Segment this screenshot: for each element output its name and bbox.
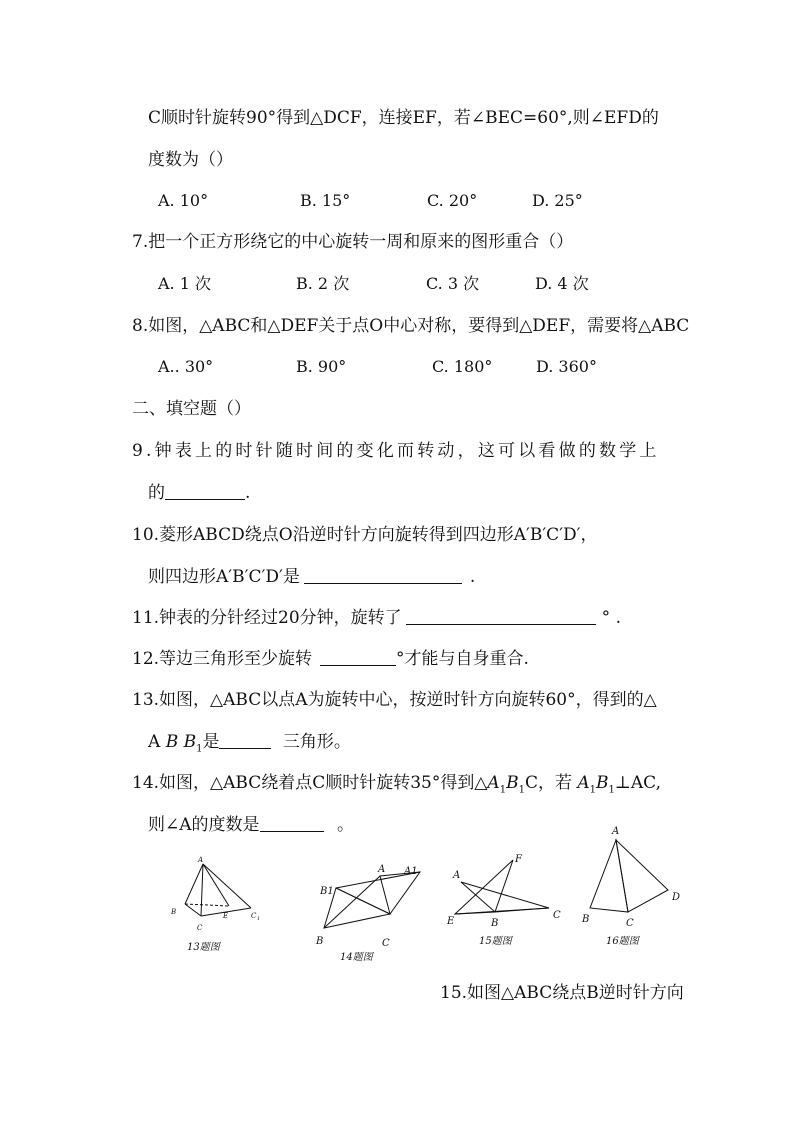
q14-b1: B <box>506 773 519 793</box>
q6-option-b: B. 15° <box>300 191 351 210</box>
fig15-label-f: F <box>515 854 522 865</box>
q9-line2-pre: 的 <box>148 483 165 503</box>
fig15-label-a: A <box>453 870 461 881</box>
q10-line2-pre: 则四边形A′B′C′D′是 <box>148 567 300 587</box>
q9-line2-post: . <box>245 483 251 503</box>
q7-option-b: B. 2 次 <box>296 274 350 293</box>
q7-option-c: C. 3 次 <box>426 274 480 293</box>
q14-post: ⊥AC, <box>614 773 661 793</box>
q13-line2-sub: 1 <box>196 743 203 755</box>
q10-line2-post: . <box>469 567 476 587</box>
q13-line2-a: A <box>148 732 161 752</box>
fig13-line-bc <box>185 904 201 916</box>
fig13-caption: 13题图 <box>187 942 220 953</box>
q14-line2-post: 。 <box>336 815 354 835</box>
fig15-label-b: B <box>491 918 499 929</box>
q6-option-c: C. 20° <box>427 191 478 210</box>
q9-line1: 9.钟表上的时针随时间的变化而转动，这可以看做的数学上 <box>132 441 660 461</box>
fig14-line-ba <box>324 876 380 928</box>
q14-a1-sub: 1 <box>499 784 507 796</box>
q14-a2-sub: 1 <box>589 784 597 796</box>
fig16-caption: 16题图 <box>606 936 639 947</box>
fig13-line-ac <box>201 864 203 916</box>
q13-line2-mid: 是 <box>202 732 220 752</box>
fig14-label-b: B <box>316 936 324 947</box>
fig16-triangle-acd <box>616 840 668 912</box>
q8-option-b: B. 90° <box>296 357 347 376</box>
fig14-triangle-abc <box>324 888 390 928</box>
q12-pre: 12.等边三角形至少旋转 <box>132 649 313 669</box>
fig16-label-c: C <box>626 918 634 929</box>
q14-line2-pre: 则∠A的度数是 <box>148 815 260 835</box>
q8-text: 8.如图，△ABC和△DEF关于点O中心对称，要得到△DEF，需要将△ABC <box>132 316 690 336</box>
fig14-label-a1: A1 <box>404 866 418 877</box>
q13-line1: 13.如图，△ABC以点A为旋转中心，按逆时针方向旋转60°，得到的△ <box>132 690 657 710</box>
q11-post: ° . <box>601 608 621 628</box>
fig15-label-e: E <box>447 916 455 927</box>
q6-option-d: D. 25° <box>532 191 583 210</box>
fig13-label-c: C <box>197 924 203 932</box>
fig16-label-a: A <box>612 826 620 837</box>
q6-option-a: A. 10° <box>158 191 209 210</box>
q8-option-c: C. 180° <box>432 357 493 376</box>
q14-answer-blank[interactable] <box>260 813 324 832</box>
q14-a1: A <box>487 773 500 793</box>
q10-line2 <box>148 565 475 589</box>
fig13-label-b: B <box>171 908 177 916</box>
fig13-line-be <box>185 904 229 906</box>
fig13-line-ac1 <box>203 864 251 908</box>
q14-b1-sub: 1 <box>518 784 525 796</box>
fig15-line-ec <box>455 908 549 914</box>
figure-16 <box>578 820 688 950</box>
q14-b2: B <box>596 773 609 793</box>
q7-option-d: D. 4 次 <box>535 274 589 293</box>
q10-line1: 10.菱形ABCD绕点O沿逆时针方向旋转得到四边形A′B′C′D′， <box>132 525 598 545</box>
q7-text: 7.把一个正方形绕它的中心旋转一周和原来的图形重合（） <box>132 232 574 252</box>
fig14-label-c: C <box>382 938 390 949</box>
fig15-triangle-ebf <box>455 860 513 914</box>
fig15-caption: 15题图 <box>479 936 512 947</box>
q11-line <box>132 606 621 630</box>
q11-answer-blank[interactable] <box>406 606 596 625</box>
q13-line2-b: B <box>165 732 179 752</box>
fig15-triangle-abc <box>461 882 549 912</box>
q14-line2 <box>148 813 354 837</box>
q12-line <box>132 647 529 671</box>
fig14-caption: 14题图 <box>340 952 373 963</box>
fig13-label-e: E <box>223 912 229 920</box>
q13-line2 <box>148 730 351 761</box>
fig16-label-b: B <box>582 914 590 925</box>
section2-title: 二、填空题（） <box>132 399 251 419</box>
fig16-label-d: D <box>672 892 681 903</box>
q14-b2-sub: 1 <box>608 784 615 796</box>
figure-14 <box>310 860 425 970</box>
fig14-label-b1: B1 <box>320 886 334 897</box>
figure-15 <box>445 850 570 960</box>
q9-answer-blank[interactable] <box>165 481 245 500</box>
q10-answer-blank[interactable] <box>304 565 462 584</box>
fig13-label-a: A <box>198 856 204 864</box>
q9-line2 <box>148 481 250 505</box>
q6-line1: C顺时针旋转90°得到△DCF，连接EF，若∠BEC=60°,则∠EFD的 <box>148 108 659 128</box>
q15-text: 15.如图△ABC绕点B逆时针方向 <box>440 983 684 1003</box>
fig13-line-ae <box>203 864 229 906</box>
fig14-label-a: A <box>378 864 386 875</box>
q7-option-a: A. 1 次 <box>158 274 211 293</box>
fig15-label-c: C <box>553 910 561 921</box>
q13-answer-blank[interactable] <box>219 730 271 749</box>
q13-line2-post: 三角形。 <box>282 732 351 752</box>
q14-mid-c: C，若 <box>524 773 572 793</box>
q13-line2-b1: B <box>183 732 197 752</box>
fig13-line-ab <box>185 864 203 904</box>
fig13-label-c1-sub: 1 <box>257 916 261 922</box>
q11-pre: 11.钟表的分针经过20分钟，旋转了 <box>132 608 402 628</box>
q14-pre: 14.如图，△ABC绕着点C顺时针旋转35°得到△ <box>132 773 488 793</box>
q12-post: °才能与自身重合. <box>396 649 529 669</box>
q6-line2: 度数为（） <box>148 150 233 170</box>
q14-line1 <box>132 771 661 802</box>
q8-option-d: D. 360° <box>536 357 597 376</box>
q14-a2: A <box>577 773 590 793</box>
figure-13 <box>165 850 275 955</box>
fig13-label-c1: C <box>251 912 257 920</box>
q12-answer-blank[interactable] <box>320 647 396 666</box>
q8-option-a: A.. 30° <box>158 357 214 376</box>
